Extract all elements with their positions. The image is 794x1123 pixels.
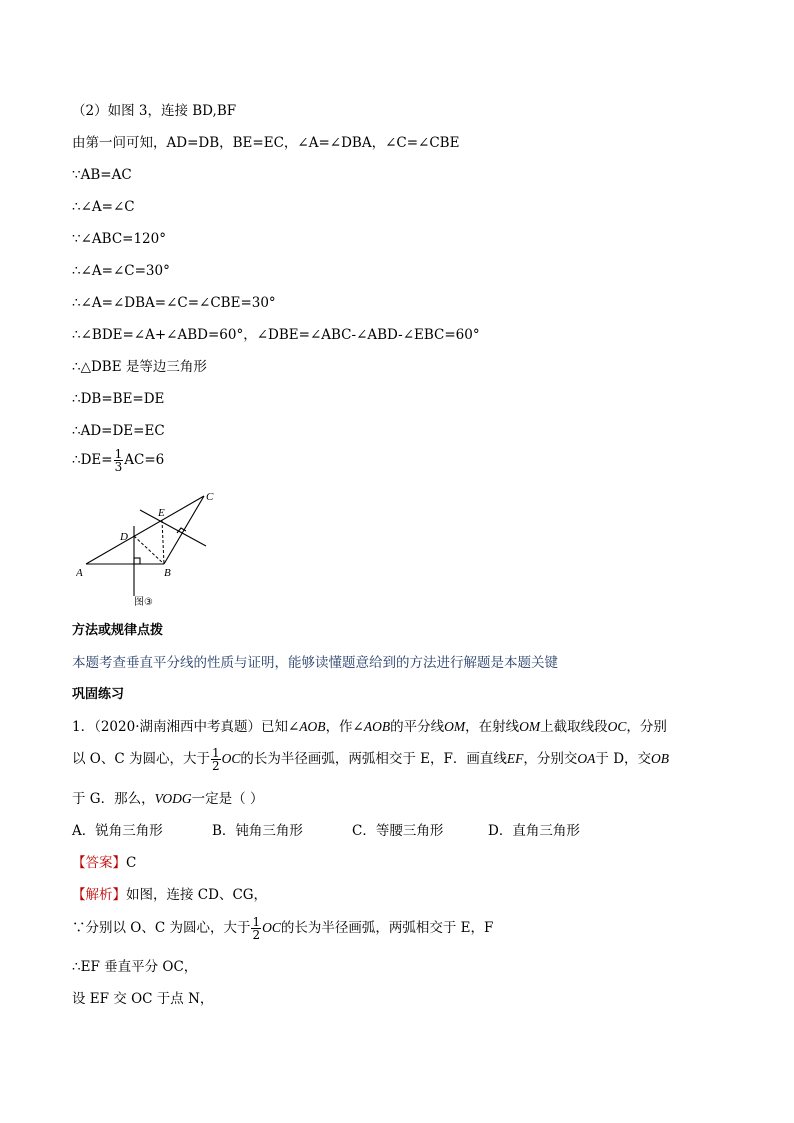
analysis-line-1 (72, 886, 267, 904)
q1-math-ob: OB (651, 751, 670, 766)
q1-math-aob: AOB (363, 719, 391, 734)
answer-value: C (126, 855, 137, 871)
label-point-d: D (120, 531, 128, 543)
q1-text: 上截取线段 (540, 719, 608, 735)
solution-line-9: ∴△DBE 是等边三角形 (72, 359, 207, 375)
perpendicular-bisector-bc (140, 510, 206, 546)
q1-math-aob: AOB (299, 719, 326, 734)
q1-text: ，分别 (626, 719, 667, 735)
dashed-segment-eb (162, 520, 164, 564)
q1-text: 的长为半径画弧，两弧相交于 E，F．画直线 (240, 751, 507, 767)
practice-title: 巩固练习 (72, 687, 125, 702)
solution-line-11: ∴AD=DE=EC (72, 423, 165, 439)
fraction-numerator: 1 (211, 746, 220, 760)
solution-line-3: ∵AB=AC (72, 167, 132, 183)
analysis-math-oc: OC (262, 920, 281, 935)
analysis-text: ∵分别以 O、C 为圆心，大于 (72, 920, 251, 936)
solution-line-6: ∴∠A=∠C=30° (72, 263, 170, 279)
analysis-text: 的长为半径画弧，两弧相交于 E，F (280, 920, 494, 936)
label-point-e: E (158, 507, 165, 519)
option-a[interactable]: A．锐角三角形 (72, 823, 163, 839)
de-suffix: AC=6 (124, 452, 165, 468)
method-title: 方法或规律点拨 (72, 623, 164, 638)
solution-line-4: ∴∠A=∠C (72, 199, 135, 215)
label-point-a: A (76, 567, 83, 579)
q1-math-oc: OC (221, 751, 241, 766)
q1-text: ，在射线 (465, 719, 520, 735)
question-1-line-3 (72, 790, 263, 808)
option-d[interactable]: D．直角三角形 (488, 823, 580, 839)
de-prefix: ∴DE= (72, 452, 113, 468)
q1-text: ，分别交 (523, 751, 578, 767)
label-point-b: B (164, 567, 171, 579)
fraction-denominator: 2 (211, 759, 220, 773)
q1-math-ef: EF (506, 751, 524, 766)
q1-text: 一定是（ ） (191, 791, 264, 807)
solution-line-1: （2）如图 3，连接 BD,BF (72, 103, 237, 119)
question-1-options (72, 822, 580, 840)
method-text: 本题考查垂直平分线的性质与证明，能够读懂题意给到的方法进行解题是本题关键 (72, 655, 558, 671)
figure-caption: 图③ (134, 597, 153, 608)
q1-math-om: OM (519, 719, 541, 734)
solution-line-10: ∴DB=BE=DE (72, 391, 165, 407)
option-c[interactable]: C．等腰三角形 (352, 823, 444, 839)
solution-line-7: ∴∠A=∠DBA=∠C=∠CBE=30° (72, 295, 276, 311)
q1-text: 以 O、C 为圆心，大于 (72, 751, 210, 767)
question-1-line-1 (72, 718, 667, 736)
q1-math-om: OM (444, 719, 466, 734)
fraction-one-half (251, 916, 261, 941)
q1-text: 于 D，交 (595, 751, 652, 767)
solution-line-5: ∵∠ABC=120° (72, 231, 166, 247)
q1-math-oa: OA (577, 751, 596, 766)
analysis-line-2 (72, 916, 493, 941)
fraction-one-third (114, 448, 124, 473)
q1-text: 的平分线 (390, 719, 445, 735)
fraction-numerator: 1 (114, 447, 123, 461)
label-point-c: C (206, 491, 214, 503)
analysis-line-3: ∴EF 垂直平分 OC， (72, 959, 198, 975)
dashed-segment-db (134, 536, 164, 564)
q1-text: 1．（2020·湖南湘西中考真题）已知∠ (72, 719, 300, 735)
q1-math-oc: OC (607, 719, 627, 734)
fraction-one-half (211, 747, 221, 772)
question-1-line-2 (72, 747, 669, 772)
q1-math-odg: VODG (154, 791, 192, 806)
fraction-denominator: 2 (252, 928, 261, 942)
q1-text: 于 G．那么， (72, 791, 155, 807)
q1-text: ，作∠ (325, 719, 364, 735)
analysis-text: 如图，连接 CD、CG， (126, 887, 268, 903)
solution-line-2: 由第一问可知，AD=DB，BE=EC，∠A=∠DBA，∠C=∠CBE (72, 135, 460, 151)
right-angle-mark-ab (134, 558, 140, 564)
answer-line (72, 854, 136, 872)
fraction-denominator: 3 (114, 460, 123, 474)
solution-line-de (72, 448, 164, 473)
answer-label: 【答案】 (72, 855, 126, 871)
analysis-line-4: 设 EF 交 OC 于点 N， (72, 991, 214, 1007)
geometry-figure-3 (76, 490, 236, 610)
segment-ac (86, 496, 204, 564)
fraction-numerator: 1 (252, 915, 261, 929)
analysis-label: 【解析】 (72, 887, 126, 903)
solution-line-8: ∴∠BDE=∠A+∠ABD=60°，∠DBE=∠ABC-∠ABD-∠EBC=60° (72, 327, 480, 343)
option-b[interactable]: B．钝角三角形 (212, 823, 303, 839)
